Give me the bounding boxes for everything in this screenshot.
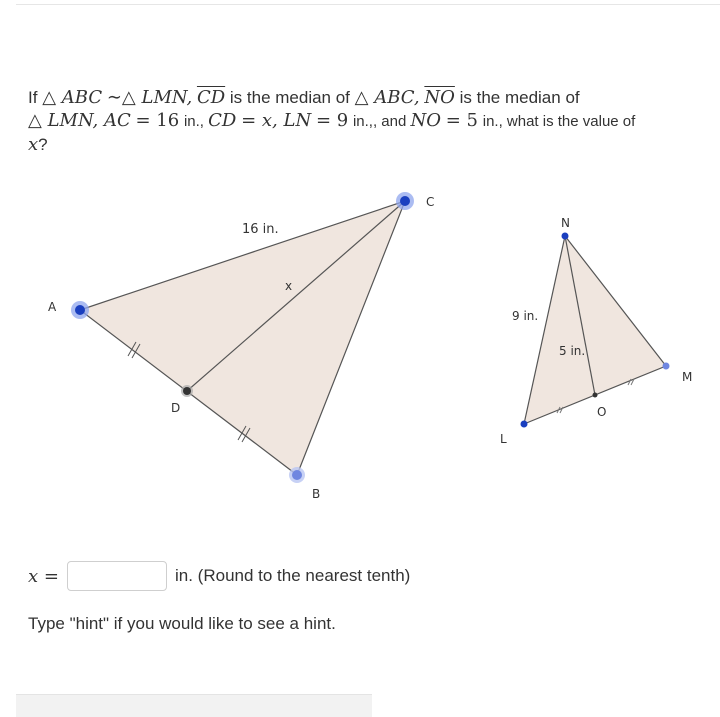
- point-a[interactable]: [75, 305, 85, 315]
- problem-text-median-1: is the median of: [229, 88, 350, 107]
- label-o: O: [597, 405, 607, 419]
- answer-unit-text: in. (Round to the nearest tenth): [175, 566, 411, 585]
- point-n[interactable]: [562, 233, 569, 240]
- unit-2: in.,, and: [352, 113, 411, 130]
- x-var: x: [28, 134, 39, 155]
- label-d: D: [171, 401, 181, 415]
- label-cd-length: x: [285, 279, 293, 293]
- answer-variable-label: x =: [28, 565, 59, 587]
- label-ac-length: 16 in.: [242, 222, 279, 237]
- triangle-abc-2: △ ABC,: [354, 87, 420, 108]
- point-b[interactable]: [292, 470, 302, 480]
- label-l: L: [500, 432, 507, 446]
- label-ln-length: 9 in.: [512, 309, 539, 323]
- segment-cd: $\overline{CD}$: [196, 87, 226, 108]
- label-a: A: [48, 300, 57, 314]
- point-m[interactable]: [663, 363, 670, 370]
- no-value: = 5: [445, 110, 478, 131]
- footer-bar: [16, 694, 372, 717]
- no-var: NO: [410, 110, 441, 131]
- unit-1: in.,: [183, 113, 209, 130]
- cd-var: CD: [208, 110, 237, 131]
- hint-instruction: Type "hint" if you would like to see a hint.: [28, 614, 336, 633]
- point-d[interactable]: [183, 387, 191, 395]
- triangle-lmn-ac: △ LMN, AC: [28, 110, 131, 131]
- ln-value: = 9: [315, 110, 349, 131]
- label-b: B: [312, 487, 321, 501]
- point-c[interactable]: [400, 196, 410, 206]
- cd-value: = x, LN: [241, 110, 312, 131]
- problem-statement: [28, 86, 708, 156]
- label-m: M: [682, 370, 693, 384]
- problem-text-if: If: [28, 88, 38, 107]
- point-o[interactable]: [593, 393, 598, 398]
- problem-text-median-2: is the median of: [459, 88, 580, 107]
- triangle-abc: △ ABC: [42, 87, 103, 108]
- point-l[interactable]: [521, 421, 528, 428]
- label-no-length: 5 in.: [559, 344, 586, 358]
- label-c: C: [426, 195, 435, 209]
- triangle-abc-shape: [80, 201, 405, 475]
- triangles-figure: [0, 180, 720, 520]
- ac-value: = 16: [135, 110, 180, 131]
- answer-row: [28, 558, 410, 594]
- triangle-lmn: △ LMN,: [121, 87, 193, 108]
- top-divider: [16, 4, 720, 5]
- answer-input[interactable]: [67, 561, 167, 591]
- segment-no: $\overline{NO}$: [424, 87, 455, 108]
- label-n: N: [561, 216, 570, 230]
- question-mark: ?: [38, 135, 48, 154]
- similar-symbol: ∼: [106, 87, 122, 108]
- question-text: in., what is the value of: [482, 113, 636, 130]
